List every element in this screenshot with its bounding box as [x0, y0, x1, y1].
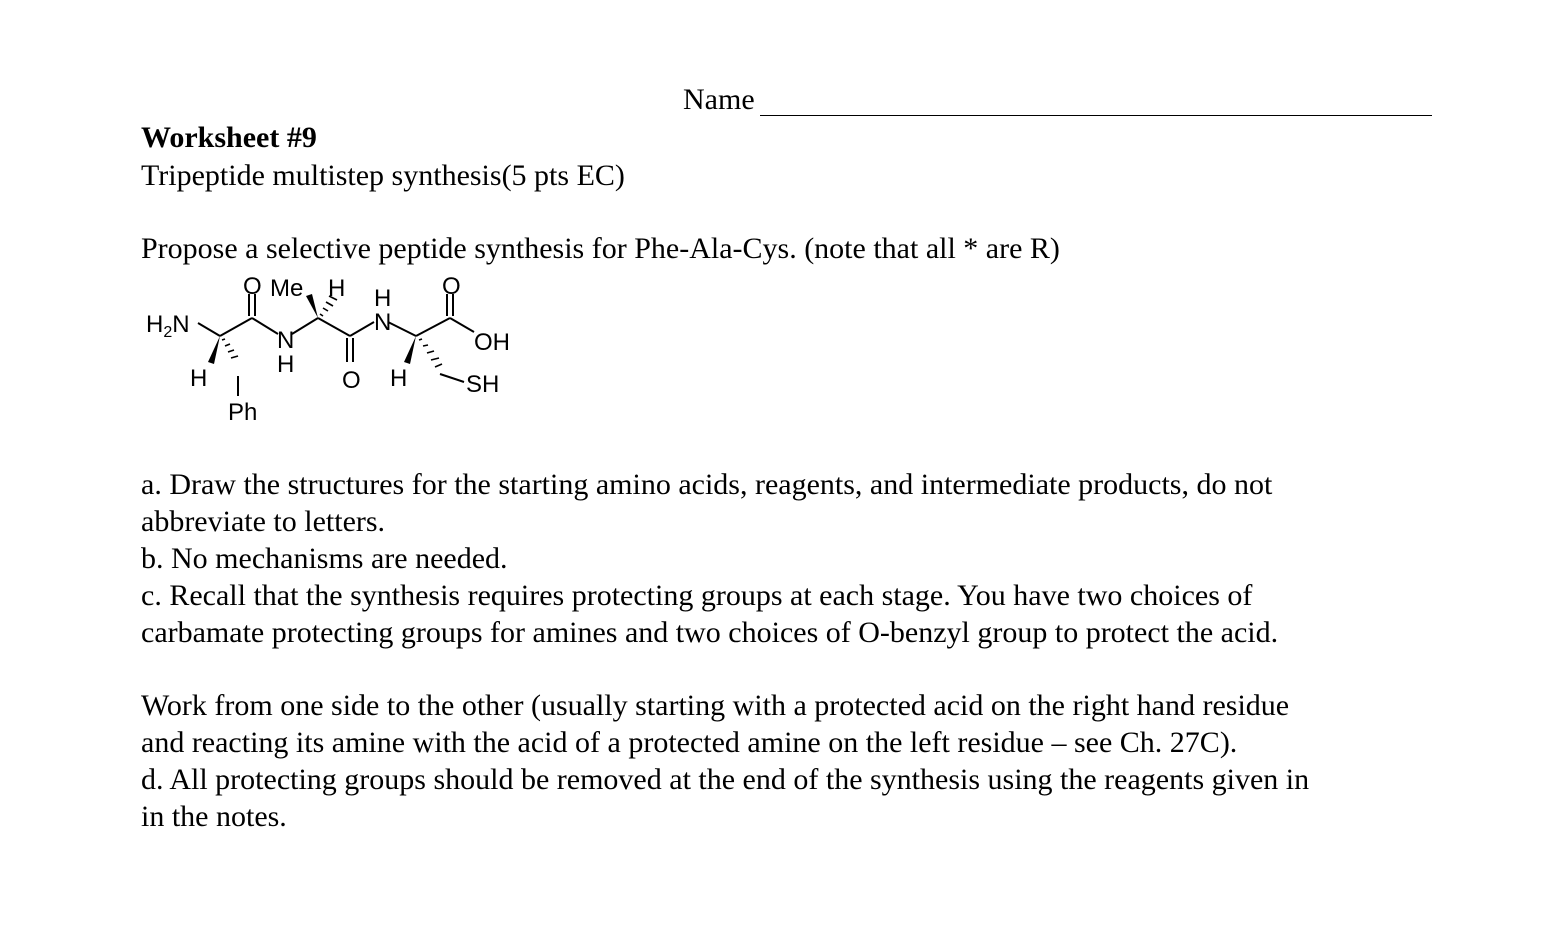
wedge-ca3-h: [404, 336, 416, 364]
bond-n2-ca3: [388, 322, 416, 336]
bond-ca2-c2: [318, 318, 350, 336]
instruction-c-line1: c. Recall that the synthesis requires protecting groups at each stage. You have two choices of: [141, 579, 1253, 612]
bond-ca1-c1: [220, 318, 252, 336]
bond-ca3-c3: [416, 318, 450, 336]
instruction-a-line1: a. Draw the structures for the starting amino acids, reagents, and intermediate products, do not: [141, 468, 1273, 501]
bond-c3-oh: [450, 318, 474, 332]
bond-h2n-ca1: [198, 323, 220, 336]
label-o2: O: [342, 367, 361, 394]
name-blank-line[interactable]: [760, 115, 1432, 116]
instruction-a-line2: abbreviate to letters.: [141, 505, 386, 538]
label-h2n: $H_2N$: [146, 311, 190, 341]
wedge-ca1-h: [208, 336, 220, 364]
worksheet-title: Worksheet #9: [141, 121, 317, 154]
instruction-work-line1: Work from one side to the other (usually starting with a protected acid on the right hand residue: [141, 689, 1290, 722]
label-h-mid: H: [390, 365, 408, 392]
hash-ca1-ch2: [222, 339, 238, 358]
name-label: Name: [683, 83, 755, 116]
label-n2-h: H: [374, 285, 392, 312]
label-o3: O: [442, 273, 461, 300]
hash-ca3-ch2: [419, 339, 442, 367]
bond-ch2-sh: [440, 374, 464, 382]
label-ph: Ph: [228, 399, 258, 426]
label-h-left: H: [190, 365, 208, 392]
label-h-top: H: [328, 275, 346, 302]
label-n2: N: [374, 309, 392, 336]
label-sh: SH: [466, 371, 500, 398]
worksheet-subtitle: Tripeptide multistep synthesis(5 pts EC): [141, 159, 625, 192]
tripeptide-structure: [130, 268, 530, 433]
label-o1: O: [243, 273, 262, 300]
instruction-b: b. No mechanisms are needed.: [141, 542, 508, 575]
label-me: Me: [270, 275, 304, 302]
bond-n1-ca2: [292, 318, 318, 334]
bond-c1-n1: [252, 318, 278, 334]
instruction-d-line1: d. All protecting groups should be removed at the end of the synthesis using the reagents given in: [141, 763, 1310, 796]
label-n1-h: H: [277, 351, 295, 378]
instruction-d-line2: in the notes.: [141, 800, 287, 833]
wedge-ca2-me: [306, 294, 318, 318]
question-prompt: Propose a selective peptide synthesis for Phe-Ala-Cys. (note that all * are R): [141, 232, 1060, 265]
instruction-c-line2: carbamate protecting groups for amines and two choices of O-benzyl group to protect the acid.: [141, 616, 1279, 649]
bond-c2-n2: [350, 322, 374, 336]
paragraph-gap: [141, 651, 1441, 687]
instructions: [141, 466, 1441, 835]
instruction-work-line2: and reacting its amine with the acid of a protected amine on the left residue – see Ch. 27C).: [141, 726, 1238, 759]
label-oh: OH: [474, 329, 510, 356]
label-n1: N: [277, 327, 295, 354]
